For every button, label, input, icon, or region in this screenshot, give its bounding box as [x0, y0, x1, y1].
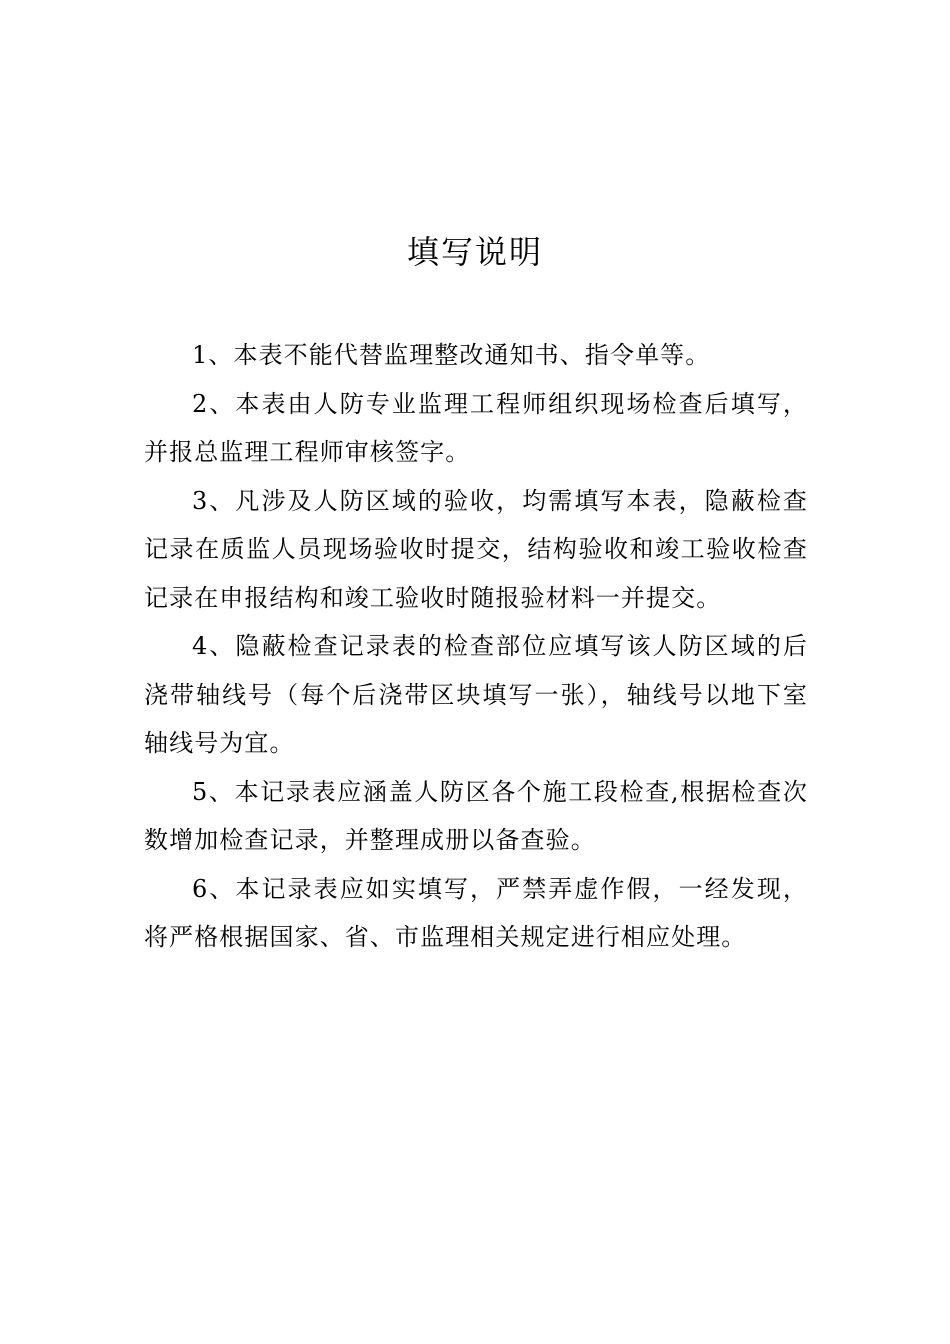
- instruction-paragraph-6: 6、本记录表应如实填写，严禁弄虚作假，一经发现，将严格根据国家、省、市监理相关规定进行相应处理。: [144, 874, 808, 951]
- instruction-paragraph-1: 1、本表不能代替监理整改通知书、指令单等。: [192, 341, 711, 369]
- instruction-paragraph-2: 2、本表由人防专业监理工程师组织现场检查后填写，并报总监理工程师审核签字。: [144, 389, 808, 466]
- instruction-paragraph-3: 3、凡涉及人防区域的验收，均需填写本表，隐蔽检查记录在质监人员现场验收时提交，结构验收和竣工验收检查记录在申报结构和竣工验收时随报验材料一并提交。: [144, 486, 808, 612]
- instructions-body: [144, 331, 808, 962]
- page-title: 填写说明: [406, 233, 543, 271]
- instruction-paragraph-4: 4、隐蔽检查记录表的检查部位应填写该人防区域的后浇带轴线号（每个后浇带区块填写一张），轴线号以地下室轴线号为宜。: [144, 632, 808, 757]
- instruction-paragraph-5: 5、本记录表应涵盖人防区各个施工段检查,根据检查次数增加检查记录，并整理成册以备查验。: [144, 777, 808, 854]
